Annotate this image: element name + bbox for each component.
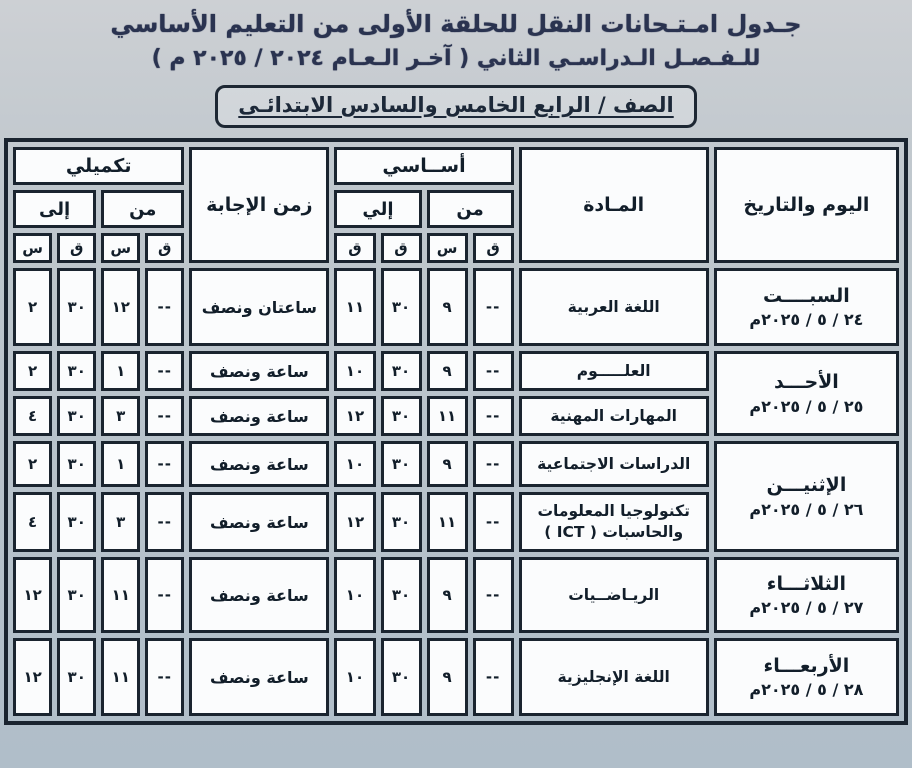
- basic-to-q-cell: ٣٠: [381, 492, 422, 552]
- subject-cell: الدراسات الاجتماعية: [519, 441, 709, 487]
- supp-to-s-cell: ١٢: [13, 557, 52, 633]
- day-date: ٢٤ / ٥ / ٢٠٢٥م: [749, 310, 864, 330]
- basic-to-q-header: ق: [381, 233, 422, 263]
- page-title: جـدول امـتـحانات النقل للحلقة الأولى من التعليم الأساسي: [110, 10, 802, 38]
- supp-from-q-cell: --: [145, 396, 184, 436]
- header-answer-time: زمن الإجابة: [189, 147, 329, 263]
- day-cell: [714, 268, 899, 346]
- supp-from-s-cell: ١: [101, 441, 140, 487]
- basic-from-q-cell: --: [473, 638, 514, 716]
- supp-from-s-cell: ٣: [101, 396, 140, 436]
- day-name: الأربعـــاء: [763, 654, 850, 677]
- supp-to-q-cell: ٣٠: [57, 638, 96, 716]
- grade-label: الصف / الرابع الخامس والسادس الابتدائـى: [238, 93, 674, 117]
- supp-from-q-cell: --: [145, 441, 184, 487]
- supp-from-s-cell: ١١: [101, 557, 140, 633]
- basic-to-q-cell: ٣٠: [381, 268, 422, 346]
- supp-to-q-cell: ٣٠: [57, 557, 96, 633]
- header-subject: المـادة: [519, 147, 709, 263]
- supp-to-q-cell: ٣٠: [57, 492, 96, 552]
- day-date: ٢٦ / ٥ / ٢٠٢٥م: [749, 499, 864, 519]
- supp-to-q-cell: ٣٠: [57, 351, 96, 391]
- supp-from-q-cell: --: [145, 557, 184, 633]
- day-cell: [714, 351, 899, 436]
- basic-to-s-cell: ١٠: [334, 441, 375, 487]
- supp-to-q-cell: ٣٠: [57, 268, 96, 346]
- exam-schedule-table: [4, 138, 908, 725]
- supp-to-s-cell: ٢: [13, 351, 52, 391]
- day-name: الأحـــد: [773, 371, 839, 394]
- answer-time-cell: ساعة ونصف: [189, 396, 329, 436]
- basic-to-s-cell: ١١: [334, 268, 375, 346]
- answer-time-cell: ساعة ونصف: [189, 441, 329, 487]
- subject-cell: اللغة العربية: [519, 268, 709, 346]
- answer-time-cell: ساعة ونصف: [189, 638, 329, 716]
- day-date: ٢٨ / ٥ / ٢٠٢٥م: [749, 680, 864, 700]
- basic-from-q-cell: --: [473, 441, 514, 487]
- subject-cell: العلـــــوم: [519, 351, 709, 391]
- basic-from-s-cell: ٩: [427, 351, 468, 391]
- table-row: [13, 351, 899, 391]
- header-basic-group: أســاسي: [334, 147, 513, 185]
- header-supplementary-group: تكميلي: [13, 147, 184, 185]
- page-subtitle: للـفـصـل الـدراسـي الثاني ( آخـر الـعـام ٢٠٢٤ / ٢٠٢٥ م ): [151, 46, 761, 71]
- header-supp-to: إلى: [13, 190, 96, 228]
- table-row: [13, 557, 899, 633]
- grade-box: [215, 85, 696, 128]
- supp-from-s-header: س: [101, 233, 140, 263]
- basic-to-q-cell: ٣٠: [381, 351, 422, 391]
- answer-time-cell: ساعة ونصف: [189, 351, 329, 391]
- supp-from-s-cell: ١١: [101, 638, 140, 716]
- supp-from-s-cell: ٣: [101, 492, 140, 552]
- basic-from-s-cell: ٩: [427, 638, 468, 716]
- day-cell: [714, 441, 899, 552]
- basic-from-q-cell: --: [473, 396, 514, 436]
- basic-from-q-cell: --: [473, 351, 514, 391]
- answer-time-cell: ساعتان ونصف: [189, 268, 329, 346]
- basic-to-s-cell: ١٠: [334, 638, 375, 716]
- basic-from-q-cell: --: [473, 492, 514, 552]
- header-row-groups: [13, 147, 899, 185]
- supp-to-s-header: س: [13, 233, 52, 263]
- basic-to-q-cell: ٣٠: [381, 396, 422, 436]
- day-name: السبــــت: [762, 284, 850, 307]
- table-row: [13, 441, 899, 487]
- supp-from-s-cell: ١: [101, 351, 140, 391]
- supp-to-s-cell: ١٢: [13, 638, 52, 716]
- supp-from-s-cell: ١٢: [101, 268, 140, 346]
- supp-from-q-header: ق: [145, 233, 184, 263]
- table-row: [13, 268, 899, 346]
- basic-from-s-cell: ١١: [427, 396, 468, 436]
- header-supp-from: من: [101, 190, 184, 228]
- basic-from-s-cell: ٩: [427, 557, 468, 633]
- supp-from-q-cell: --: [145, 492, 184, 552]
- basic-to-q-cell: ٣٠: [381, 441, 422, 487]
- day-date: ٢٥ / ٥ / ٢٠٢٥م: [749, 396, 864, 416]
- header-basic-from: من: [427, 190, 514, 228]
- day-name: الثلاثـــاء: [766, 572, 847, 595]
- title-block: [4, 10, 908, 71]
- supp-from-q-cell: --: [145, 351, 184, 391]
- header-day-date: اليوم والتاريخ: [714, 147, 899, 263]
- supp-to-s-cell: ٢: [13, 268, 52, 346]
- table-row: [13, 638, 899, 716]
- basic-to-s-cell: ١٠: [334, 557, 375, 633]
- basic-from-s-cell: ٩: [427, 441, 468, 487]
- basic-to-s-cell: ١٠: [334, 351, 375, 391]
- basic-from-q-cell: --: [473, 557, 514, 633]
- answer-time-cell: ساعة ونصف: [189, 492, 329, 552]
- supp-from-q-cell: --: [145, 268, 184, 346]
- supp-to-s-cell: ٤: [13, 396, 52, 436]
- basic-to-s-cell: ١٢: [334, 396, 375, 436]
- subject-cell: المهارات المهنية: [519, 396, 709, 436]
- day-date: ٢٧ / ٥ / ٢٠٢٥م: [749, 598, 864, 618]
- basic-to-q-cell: ٣٠: [381, 557, 422, 633]
- basic-from-s-header: س: [427, 233, 468, 263]
- day-cell: [714, 557, 899, 633]
- basic-to-s-header: ق: [334, 233, 375, 263]
- subject-cell: اللغة الإنجليزية: [519, 638, 709, 716]
- supp-to-q-cell: ٣٠: [57, 396, 96, 436]
- supp-to-q-header: ق: [57, 233, 96, 263]
- supp-to-q-cell: ٣٠: [57, 441, 96, 487]
- basic-from-s-cell: ٩: [427, 268, 468, 346]
- supp-from-q-cell: --: [145, 638, 184, 716]
- subject-cell: الريـاضــيات: [519, 557, 709, 633]
- answer-time-cell: ساعة ونصف: [189, 557, 329, 633]
- supp-to-s-cell: ٢: [13, 441, 52, 487]
- supp-to-s-cell: ٤: [13, 492, 52, 552]
- header-basic-to: إلي: [334, 190, 421, 228]
- basic-from-s-cell: ١١: [427, 492, 468, 552]
- basic-from-q-header: ق: [473, 233, 514, 263]
- day-cell: [714, 638, 899, 716]
- subject-cell: تكنولوجيا المعلومات والحاسبات ( ICT ): [519, 492, 709, 552]
- basic-to-q-cell: ٣٠: [381, 638, 422, 716]
- basic-to-s-cell: ١٢: [334, 492, 375, 552]
- basic-from-q-cell: --: [473, 268, 514, 346]
- day-name: الإثنيـــن: [766, 474, 847, 497]
